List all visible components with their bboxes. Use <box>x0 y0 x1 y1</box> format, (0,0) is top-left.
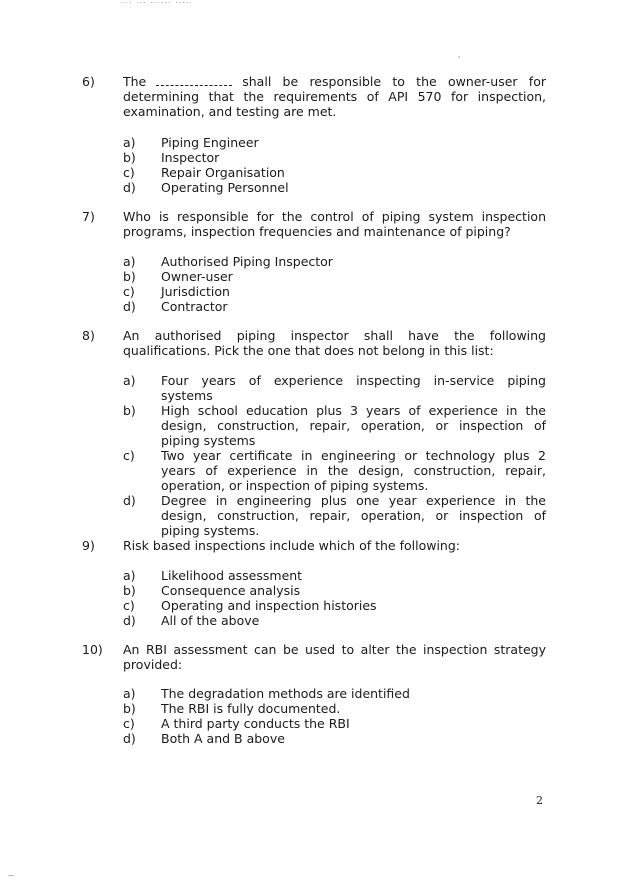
question-number: 9) <box>82 538 95 553</box>
top-marks: ... ... ...... ..... <box>122 0 193 5</box>
option-letter: c) <box>123 448 135 463</box>
option-letter: c) <box>123 598 135 613</box>
option-a <box>123 568 546 583</box>
option-a <box>123 686 546 701</box>
option-letter: c) <box>123 284 135 299</box>
option-letter: a) <box>123 373 136 388</box>
question-number: 7) <box>82 209 95 224</box>
question-number: 6) <box>82 74 95 89</box>
option-letter: d) <box>123 731 136 746</box>
option-text: Operating Personnel <box>161 180 289 195</box>
page-number: 2 <box>536 794 543 807</box>
options-list <box>123 568 546 628</box>
option-letter: b) <box>123 701 136 716</box>
option-letter: d) <box>123 493 136 508</box>
option-letter: b) <box>123 269 136 284</box>
answer-blank <box>156 75 232 86</box>
option-text: Inspector <box>161 150 220 165</box>
option-b <box>123 583 546 598</box>
question-text: An authorised piping inspector shall have the following qualifications. Pick the one that does not belong in this list: <box>123 328 546 358</box>
option-letter: d) <box>123 180 136 195</box>
option-text: A third party conducts the RBI <box>161 716 350 731</box>
option-b <box>123 150 546 165</box>
option-text: Operating and inspection histories <box>161 598 377 613</box>
option-text: Consequence analysis <box>161 583 301 598</box>
option-d <box>123 180 546 195</box>
question-text: Risk based inspections include which of the following: <box>123 538 460 553</box>
option-text: Degree in engineering plus one year experience in the design, construction, repair, operation, or inspection of piping systems. <box>161 493 546 538</box>
options-list <box>123 686 546 746</box>
option-d <box>123 299 546 314</box>
option-b <box>123 701 546 716</box>
option-text: All of the above <box>161 613 260 628</box>
question-number: 8) <box>82 328 95 343</box>
question-text-line1 <box>123 74 546 89</box>
option-letter: b) <box>123 403 136 418</box>
option-letter: d) <box>123 613 136 628</box>
option-text: Authorised Piping Inspector <box>161 254 333 269</box>
option-text: Piping Engineer <box>161 135 259 150</box>
option-text: Likelihood assessment <box>161 568 303 583</box>
option-c <box>123 448 546 493</box>
options-list <box>123 254 546 314</box>
option-d <box>123 493 546 538</box>
option-text: Contractor <box>161 299 228 314</box>
option-letter: b) <box>123 150 136 165</box>
option-text: Repair Organisation <box>161 165 285 180</box>
option-text: The degradation methods are identified <box>161 686 410 701</box>
option-a <box>123 254 546 269</box>
option-b <box>123 269 546 284</box>
option-letter: a) <box>123 135 136 150</box>
option-letter: c) <box>123 716 135 731</box>
option-a <box>123 135 546 150</box>
option-b <box>123 403 546 448</box>
scan-speck <box>8 875 14 876</box>
option-c <box>123 284 546 299</box>
option-d <box>123 613 546 628</box>
option-letter: a) <box>123 568 136 583</box>
question-text-after-blank: shall be responsible to the owner-user for <box>242 74 546 89</box>
scan-speck <box>458 56 460 58</box>
options-list <box>123 135 546 195</box>
option-letter: c) <box>123 165 135 180</box>
options-list <box>123 373 546 538</box>
option-text: Jurisdiction <box>161 284 230 299</box>
option-text: High school education plus 3 years of experience in the design, construction, repair, operation, or inspection of piping systems <box>161 403 546 448</box>
option-text: Two year certificate in engineering or technology plus 2 years of experience in the design, construction, repair, operation, or inspection of piping systems. <box>161 448 546 493</box>
option-text: Both A and B above <box>161 731 285 746</box>
question-text: Who is responsible for the control of piping system inspection programs, inspection frequencies and maintenance of piping? <box>123 209 546 239</box>
option-letter: a) <box>123 686 136 701</box>
question-text: An RBI assessment can be used to alter the inspection strategy provided: <box>123 642 546 672</box>
option-c <box>123 598 546 613</box>
option-c <box>123 165 546 180</box>
question-number: 10) <box>82 642 103 657</box>
option-letter: b) <box>123 583 136 598</box>
option-letter: d) <box>123 299 136 314</box>
option-text: Four years of experience inspecting in-service piping systems <box>161 373 546 403</box>
option-a <box>123 373 546 403</box>
option-text: Owner-user <box>161 269 233 284</box>
option-text: The RBI is fully documented. <box>161 701 341 716</box>
option-letter: a) <box>123 254 136 269</box>
option-c <box>123 716 546 731</box>
option-d <box>123 731 546 746</box>
question-text-rest: determining that the requirements of API 570 for inspection, examination, and testing are met. <box>123 89 546 119</box>
question-text-start: The <box>123 74 147 89</box>
